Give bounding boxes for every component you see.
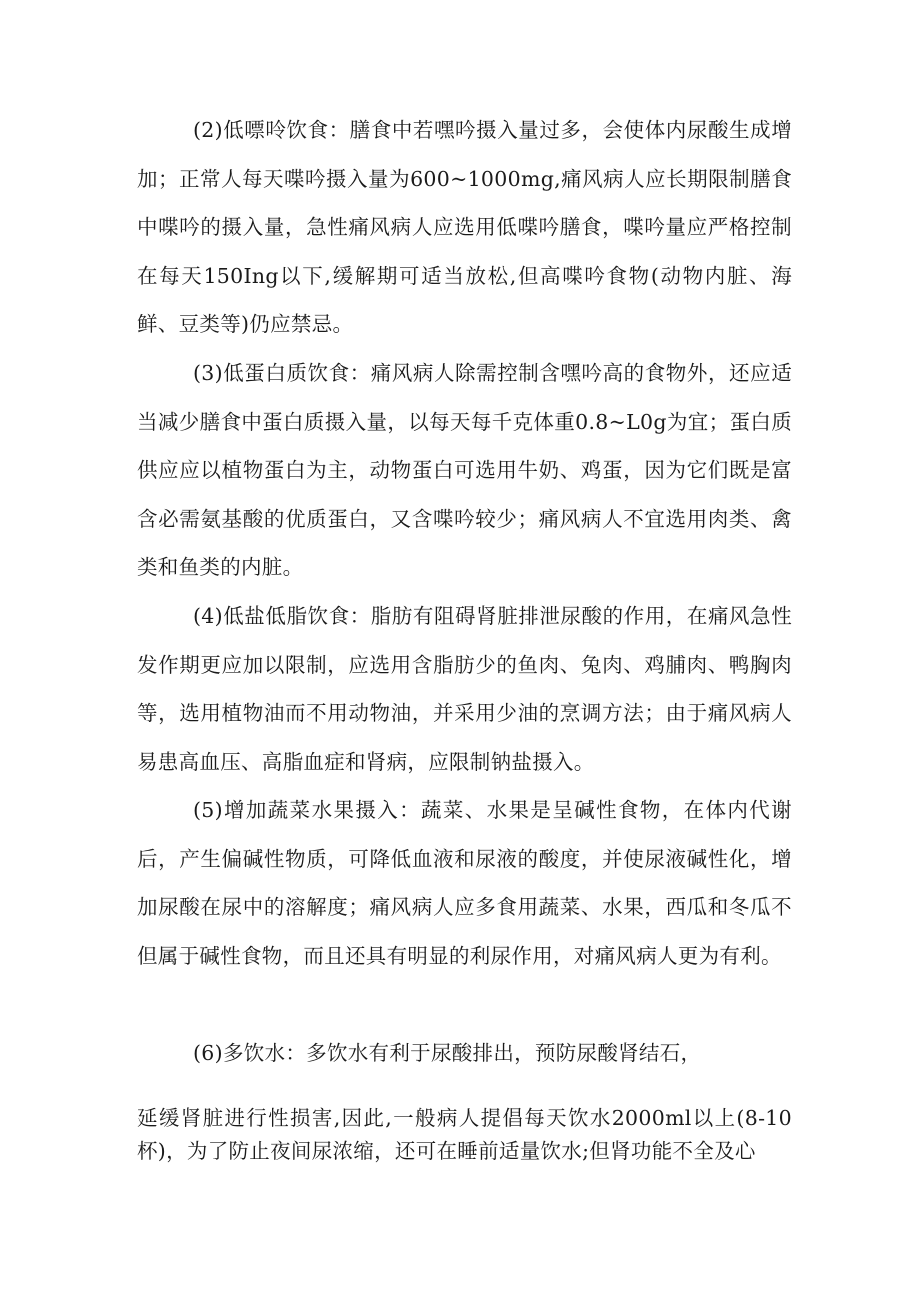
paragraph-low-salt-low-fat-diet: (4)低盐低脂饮食：脂肪有阻碍肾脏排泄尿酸的作用，在痛风急性发作期更应加以限制，应选用含脂肪少的鱼肉、兔肉、鸡脯肉、鸭胸肉等，选用植物油而不用动物油，并采用少油的烹调方法；由于痛风病人易患高血压、高脂血症和肾病，应限制钠盐摄入。 [137,604,792,774]
paragraph-drink-water: (6)多饮水：多饮水有利于尿酸排出，预防尿酸肾结石， [193,1041,702,1065]
paragraph-low-purine-diet: (2)低嘌呤饮食：膳食中若嘿吟摄入量过多，会使体内尿酸生成增加；正常人每天喋吟摄入量为600~1000mg,痛风病人应长期限制膳食中喋吟的摄入量，急性痛风病人应选用低喋吟膳食，喋吟量应严格控制在每天150Ing以下,缓解期可适当放松,但高喋吟食物(动物内脏、海鲜、豆类等)仍应禁忌。 [137,118,792,336]
paragraph-low-protein-diet: (3)低蛋白质饮食：痛风病人除需控制含嘿吟高的食物外，还应适当减少膳食中蛋白质摄入量，以每天每千克体重0.8~L0g为宜；蛋白质供应应以植物蛋白为主，动物蛋白可选用牛奶、鸡蛋，因为它们既是富含必需氨基酸的优质蛋白，又含喋吟较少；痛风病人不宜选用肉类、禽类和鱼类的内脏。 [137,361,792,579]
paragraph-drink-water-continued: 延缓肾脏进行性损害,因此,一般病人提倡每天饮水2000ml以上(8-10杯)，为了防止夜间尿浓缩，还可在睡前适量饮水;但肾功能不全及心 [137,1106,792,1163]
paragraph-vegetables-fruits: (5)增加蔬菜水果摄入：蔬菜、水果是呈碱性食物，在体内代谢后，产生偏碱性物质，可降低血液和尿液的酸度，并使尿液碱性化，增加尿酸在尿中的溶解度；痛风病人应多食用蔬菜、水果，西瓜和冬瓜不但属于碱性食物，而且还具有明显的利尿作用，对痛风病人更为有利。 [137,798,792,968]
